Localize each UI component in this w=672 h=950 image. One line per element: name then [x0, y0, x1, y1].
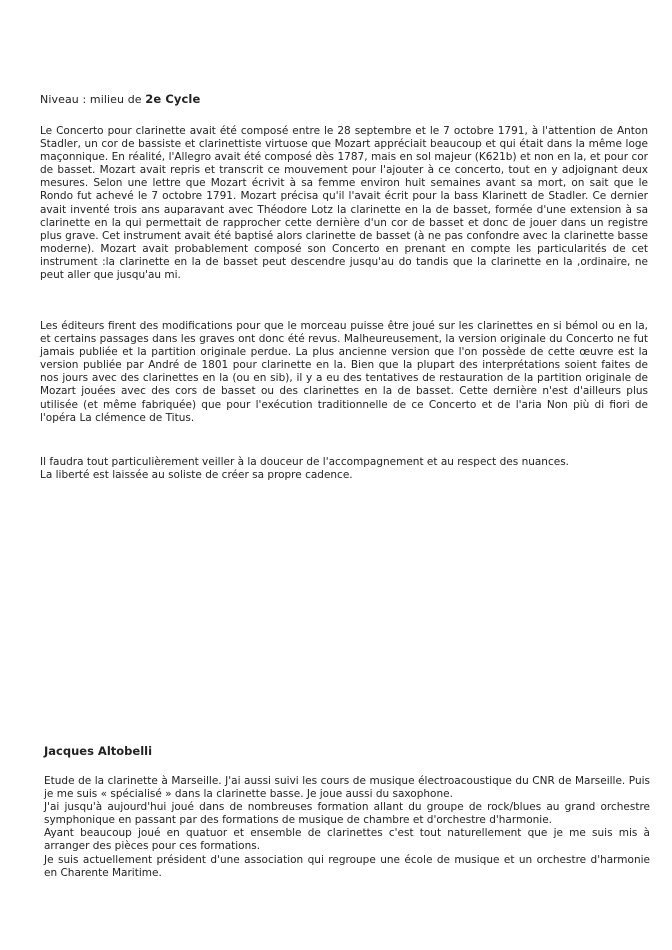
bio-line: Je suis actuellement président d'une association qui regroupe une école de musique et un orchestre d'harmonie en Charente Maritime. — [44, 853, 650, 879]
level-line — [40, 92, 200, 106]
closing-line-1: Il faudra tout particulièrement veiller à la douceur de l'accompagnement et au respect des nuances. — [40, 456, 570, 468]
bio-line: Etude de la clarinette à Marseille. J'ai aussi suivi les cours de musique électroacoustique du CNR de Marseille. Puis je me suis « spécialisé » dans la clarinette basse. Je joue aussi du saxophone. — [44, 775, 650, 801]
description-paragraph-1: Le Concerto pour clarinette avait été composé entre le 28 septembre et le 7 octobre 1791, à l'attention de Anton Stadler, un cor de bassiste et clarinettiste virtuose que Mozart appréciait beaucoup et qui était dans la même loge maçonnique. En réalité, l'Allegro avait été composé dès 1787, mais en sol majeur (K621b) et non en la, et pour cor de basset. Mozart avait repris et transcrit ce mouvement pour l'ajouter à ce concerto, tout en y adjoignant deux mesures. Selon une lettre que Mozart écrivit à sa femme environ huit semaines avant sa mort, on sait que le Rondo fut achevé le 7 octobre 1791. Mozart précisa qu'il l'avait écrit pour la bass Klarinett de Stadler. Ce dernier avait inventé trois ans auparavant avec Théodore Lotz la clarinette en la de basset, formée d'une extension à sa clarinette en la qui permettait de rapprocher cette dernière d'un cor de basset et donc de jouer dans un registre plus grave. Cet instrument avait été baptisé alors clarinette de basset (à ne pas confondre avec la clarinette basse moderne). Mozart avait probablement composé son Concerto en prenant en compte les particularités de cet instrument :la clarinette en la de basset peut descendre jusqu'au do tandis que la clarinette en la ,ordinaire, ne peut aller que jusqu'au mi. — [40, 125, 648, 282]
closing-line-2: La liberté est laissée au soliste de créer sa propre cadence. — [40, 469, 353, 482]
author-name: Jacques Altobelli — [44, 744, 153, 758]
level-label: Niveau : milieu de — [40, 93, 146, 106]
author-bio — [44, 775, 650, 880]
level-value: 2e Cycle — [145, 92, 201, 106]
bio-line: Ayant beaucoup joué en quatuor et ensemble de clarinettes c'est tout naturellement que je me suis mis à arranger des pièces pour ces formations. — [44, 827, 650, 853]
closing-notes — [40, 456, 648, 482]
bio-line: J'ai jusqu'à aujourd'hui joué dans de nombreuses formation allant du groupe de rock/blues au grand orchestre symphonique en passant par des formations de musique de chambre et d'orchestre d'harmonie. — [44, 801, 650, 827]
description-paragraph-2: Les éditeurs firent des modifications pour que le morceau puisse être joué sur les clarinettes en si bémol ou en la, et certains passages dans les graves ont donc été revus. Malheureusement, la version originale du Concerto ne fut jamais publiée et la partition originale perdue. La plus ancienne version que l'on possède de cette œuvre est la version publiée par André de 1801 pour clarinette en la. Bien que la plupart des interprétations soient faites de nos jours avec des clarinettes en la (ou en sib), il y a eu des tentatives de restauration de la partition originale de Mozart jouées avec des cors de basset ou des clarinettes en la de basset. Cette dernière n'est d'ailleurs plus utilisée (et même fabriquée) que pour l'exécution traditionnelle de ce Concerto et de l'aria Non più di fiori de l'opéra La clémence de Titus. — [40, 320, 648, 424]
